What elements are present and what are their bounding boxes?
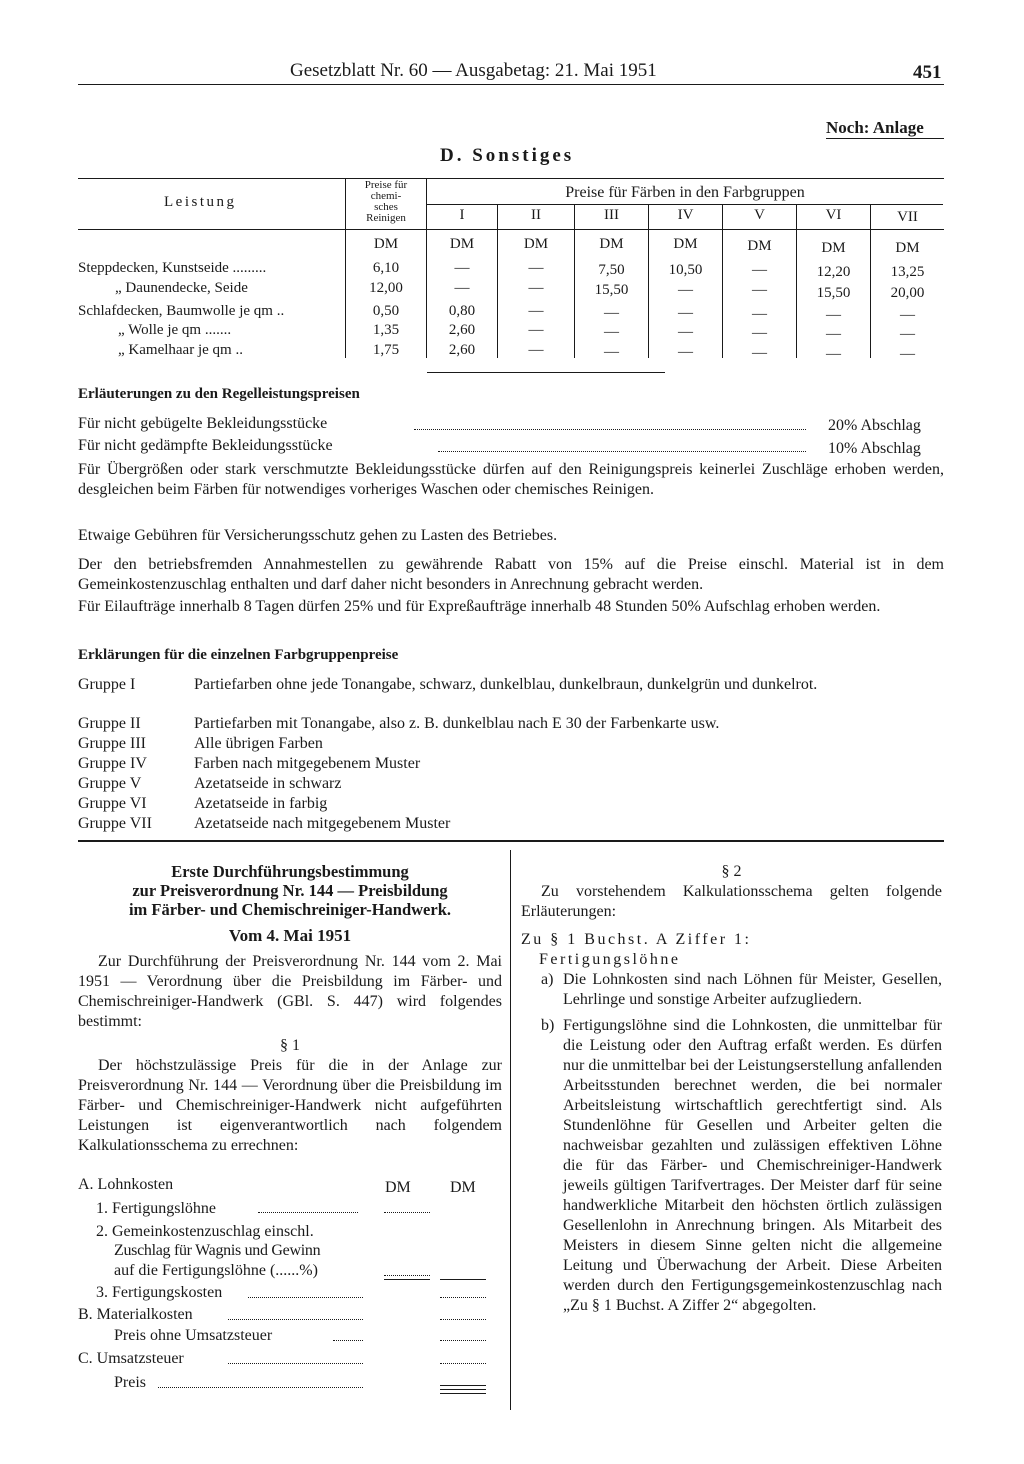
farbgruppen-heading: Erklärungen für die einzelnen Farbgruppenpreise <box>78 647 399 663</box>
leader-dots <box>228 1363 363 1364</box>
table-cell: — <box>826 307 841 323</box>
regel-line-2-text: Für nicht gedämpfte Bekleidungsstücke <box>78 437 333 454</box>
table-cell: — <box>528 322 544 338</box>
decree-intro: Zur Durchführung der Preisverordnung Nr. 144 vom 2. Mai 1951 — Verordnung über die Preisbildung im Färber- und Chemischreiniger-Handwerk (GBl. S. 447) wird folgendes bestimmt: <box>78 953 502 1030</box>
table-header-rule <box>78 229 944 230</box>
row-label: „ Kamelhaar je qm .. <box>118 342 243 358</box>
scheme-item: 2. Gemeinkostenzuschlag einschl. <box>96 1223 314 1240</box>
table-cell: — <box>752 262 767 278</box>
group-desc: Azetatseide in schwarz <box>194 775 342 792</box>
unit-cell: DM <box>449 236 475 252</box>
list-item-text: Die Lohnkosten sind nach Löhnen für Meister, Gesellen, Lehrlinge und sonstige Arbeiter aufzugliedern. <box>563 971 942 1008</box>
table-cell: — <box>604 324 619 340</box>
amount-field <box>440 1297 486 1298</box>
list-item <box>78 814 944 834</box>
total-rule <box>440 1393 486 1394</box>
table-cell: 15,50 <box>816 285 851 301</box>
table-cell: 0,50 <box>372 303 400 319</box>
paragraph-text: Zu vorstehendem Kalkulationsschema gelten folgende Erläuterungen: <box>521 883 942 920</box>
group-col-header: VI <box>825 207 842 223</box>
unit-cell: DM <box>747 238 772 254</box>
regel-paragraph: Für Eilaufträge innerhalb 8 Tagen dürfen 25% und für Expreßaufträge innerhalb 48 Stunden 50% Aufschlag erhoben werden. <box>78 598 881 615</box>
table-cell: — <box>604 344 619 360</box>
group-name: Gruppe V <box>78 775 142 792</box>
decree-title-line: Erste Durchführungsbestimmung <box>171 862 409 881</box>
leader-dots <box>333 1340 363 1341</box>
unit-cell: DM <box>673 236 698 252</box>
regel-line-2 <box>78 436 944 458</box>
gazette-title: Gesetzblatt Nr. 60 — Ausgabetag: 21. Mai 1951 <box>290 60 657 81</box>
table-cell: — <box>900 326 915 342</box>
decree-date: Vom 4. Mai 1951 <box>228 926 352 945</box>
scheme-dm-col1: DM <box>385 1179 411 1196</box>
list-item-marker: b) <box>541 1017 555 1034</box>
calculation-scheme <box>78 1175 502 1405</box>
scheme-c-label: C. Umsatzsteuer <box>78 1350 184 1367</box>
unit-cell: DM <box>821 240 846 256</box>
table-cell: — <box>900 346 915 362</box>
table-cell: 0,80 <box>448 303 476 319</box>
left-column <box>78 862 502 1156</box>
unit-cell: DM <box>373 236 399 252</box>
regel-paragraph: Der den betriebsfremden Annahmestellen zu gewährende Rabatt von 15% auf die Preise einschl. Material ist in dem Gemeinkostenzuschlag enthalten und darf daher nicht besonders in Anrechnung gebracht werden. <box>78 556 944 593</box>
group-col-header: IV <box>677 207 694 223</box>
page-number: 451 <box>913 62 942 83</box>
group-col-header: III <box>604 207 619 223</box>
sum-rule <box>384 1279 430 1280</box>
table-cell: — <box>826 346 841 362</box>
group-name: Gruppe III <box>78 735 146 752</box>
group-desc: Partiefarben mit Tonangabe, also z. B. dunkelblau nach E 30 der Farbenkarte usw. <box>194 715 720 732</box>
table-cell: — <box>528 342 544 358</box>
price-table <box>0 0 1024 380</box>
table-cell: — <box>752 306 767 322</box>
regel-line-2-value: 10% Abschlag <box>828 440 921 457</box>
row-label: Schlafdecken, Baumwolle je qm .. <box>78 303 285 319</box>
col-header-chem-line: Reinigen <box>366 212 406 224</box>
unit-cell: DM <box>895 240 920 256</box>
group-desc: Farben nach mitgegebenem Muster <box>194 755 421 772</box>
paragraph-heading: § 2 <box>721 863 742 880</box>
regel-heading: Erläuterungen zu den Regelleistungspreisen <box>78 386 360 402</box>
col-header-chem-line: Preise für <box>364 179 408 191</box>
table-cell: — <box>454 280 470 296</box>
total-rule <box>440 1389 486 1390</box>
farbgruppen-list <box>78 675 944 834</box>
leader-dots <box>158 1387 363 1388</box>
group-col-header: II <box>531 207 541 223</box>
list-item <box>78 675 944 714</box>
list-item-text: Fertigungslöhne sind die Lohnkosten, die unmittelbar für die Leistung oder den Auftrag erfaßt werden. Es dürfen nur die unmittelbar bei der Leistungserstellung anfallenden Arbeitsstunden berechnet werden, die bei normaler Arbeitsleistung wirtschaftlich gerechtfertigt sind. Als Stundenlöhne für Gesellen und Arbeiter gelten die nachweisbar gezahlten und zulässigen effektiven Löhne die für das Färber- und Chemischreiniger-Handwerk jeweils gültigen Tarifvertrages. Der Meister darf für seine handwerkliche Mitarbeit den höchsten örtlich zulässigen Gesellenlohn in Anrechnung bringen. Als Mitarbeit des Meisters in diesem Sinne gelten nicht die allgemeine Leitung und Überwachung der Arbeit. Diese Arbeiten werden durch den Fertigungsgemeinkostenzuschlag nach „Zu § 1 Buchst. A Ziffer 2“ abgegolten. <box>563 1017 942 1314</box>
table-cell: — <box>752 325 767 341</box>
table-cell: 12,20 <box>816 264 851 280</box>
group-name: Gruppe I <box>78 676 136 693</box>
scheme-b-label: B. Materialkosten <box>78 1306 193 1323</box>
group-desc: Partiefarben ohne jede Tonangabe, schwarz, dunkelblau, dunkelbraun, dunkelgrün und dunkelrot. <box>194 676 818 693</box>
list-item <box>78 774 944 794</box>
group-desc: Alle übrigen Farben <box>194 735 323 752</box>
list-item-marker: a) <box>541 971 554 988</box>
amount-field <box>440 1319 486 1320</box>
leader-dots <box>248 1297 363 1298</box>
amount-field <box>440 1363 486 1364</box>
scheme-item: 3. Fertigungskosten <box>96 1284 223 1301</box>
table-cell: — <box>900 307 915 323</box>
row-label: „ Wolle je qm ....... <box>118 322 232 338</box>
scheme-item-cont: Zuschlag für Wagnis und Gewinn <box>114 1242 321 1259</box>
scheme-a-label: A. Lohnkosten <box>78 1176 174 1193</box>
col-header-leistung: Leistung <box>164 194 237 210</box>
annex-label: Noch: Anlage <box>826 118 924 137</box>
list-item <box>521 1016 942 1316</box>
unit-cell: DM <box>599 236 624 252</box>
group-header: Preise für Färben in den Farbgruppen <box>565 184 805 201</box>
regel-line-1 <box>78 414 944 436</box>
column-divider <box>510 850 511 1410</box>
table-cell: 2,60 <box>448 342 476 358</box>
table-cell: — <box>528 260 544 276</box>
regel-line-1-value: 20% Abschlag <box>828 417 921 434</box>
list-item <box>78 734 944 754</box>
group-desc: Azetatseide nach mitgegebenem Muster <box>194 815 451 832</box>
list-item <box>78 794 944 814</box>
scheme-item-cont: auf die Fertigungslöhne (......%) <box>114 1262 318 1279</box>
leader-dots <box>414 429 806 430</box>
col-header-chem <box>346 180 426 224</box>
decree-title-line: zur Preisverordnung Nr. 144 — Preisbildung <box>132 881 448 900</box>
list-item <box>78 754 944 774</box>
row-label: „ Daunendecke, Seide <box>115 280 248 296</box>
table-cell: — <box>678 305 693 321</box>
reference-line: Zu § 1 Buchst. A Ziffer 1: <box>521 931 752 948</box>
table-cell: — <box>454 260 470 276</box>
decree-title <box>78 862 502 919</box>
reference-subheading: Fertigungslöhne <box>539 951 681 968</box>
table-cell: 15,50 <box>594 282 629 298</box>
col-header-chem-line: chemi- <box>370 190 402 202</box>
scheme-dm-col2: DM <box>450 1179 476 1196</box>
table-cell: 1,35 <box>372 322 400 338</box>
col-header-chem-line: sches <box>374 201 398 213</box>
leader-dots <box>258 1212 358 1213</box>
section-title: D. Sonstiges <box>440 145 575 166</box>
unit-cell: DM <box>523 236 549 252</box>
list-item <box>521 970 942 1010</box>
section-divider <box>78 840 944 842</box>
table-cell: 10,50 <box>668 262 703 278</box>
table-cell: 6,10 <box>372 260 400 276</box>
table-cell: — <box>604 305 619 321</box>
scheme-price: Preis <box>114 1374 146 1391</box>
table-bottom-rule <box>427 372 665 373</box>
table-cell: — <box>678 324 693 340</box>
group-name: Gruppe IV <box>78 755 147 772</box>
table-cell: — <box>678 344 693 360</box>
group-name: Gruppe VII <box>78 815 152 832</box>
table-cell: — <box>752 345 767 361</box>
leader-dots <box>228 1319 363 1320</box>
group-col-header: I <box>459 207 465 223</box>
regel-paragraph: Für Übergrößen oder stark verschmutzte Bekleidungsstücke dürfen auf den Reinigungspreis keinerlei Zuschläge erhoben werden, desgleichen beim Färben für notwendiges vorheriges Waschen oder chemisches Reinigen. <box>78 461 944 498</box>
table-cell: 12,00 <box>369 280 403 296</box>
table-top-rule <box>78 178 944 179</box>
leader-dots <box>438 451 806 452</box>
group-col-header: VII <box>897 209 918 225</box>
sum-rule <box>440 1279 486 1280</box>
group-desc: Azetatseide in farbig <box>194 795 328 812</box>
group-header-rule <box>427 204 943 205</box>
table-cell: 1,75 <box>372 342 400 358</box>
scheme-b-sub: Preis ohne Umsatzsteuer <box>114 1327 273 1344</box>
table-cell: 2,60 <box>448 322 476 338</box>
table-cell: — <box>826 326 841 342</box>
list-item <box>78 714 944 734</box>
row-label: Steppdecken, Kunstseide ......... <box>78 260 267 276</box>
group-col-header: V <box>754 207 765 223</box>
amount-field <box>440 1340 486 1341</box>
total-rule <box>440 1385 486 1386</box>
paragraph-heading: § 1 <box>280 1037 300 1054</box>
paragraph-text: Der höchstzulässige Preis für die in der Anlage zur Preisverordnung Nr. 144 — Verordnung über die Preisbildung im Färber- und Chemischreiniger-Handwerk nicht aufgeführten Leistungen ist eigenverantwortlich nach folgendem Kalkulationsschema zu errechnen: <box>78 1057 502 1154</box>
table-cell: 20,00 <box>890 285 925 301</box>
table-cell: — <box>528 303 544 319</box>
amount-field <box>384 1275 430 1276</box>
amount-field <box>384 1212 430 1213</box>
table-cell: — <box>528 280 544 296</box>
decree-title-line: im Färber- und Chemischreiniger-Handwerk. <box>128 900 452 919</box>
table-cell: 7,50 <box>598 262 625 278</box>
group-name: Gruppe VI <box>78 795 147 812</box>
table-cell: 13,25 <box>890 264 925 280</box>
regel-line-1-text: Für nicht gebügelte Bekleidungsstücke <box>78 415 328 432</box>
scheme-item: 1. Fertigungslöhne <box>96 1200 216 1217</box>
regel-paragraph: Etwaige Gebühren für Versicherungsschutz gehen zu Lasten des Betriebes. <box>78 527 558 544</box>
right-column <box>521 862 942 1316</box>
group-name: Gruppe II <box>78 715 141 732</box>
table-cell: — <box>752 282 767 298</box>
table-cell: — <box>678 282 693 298</box>
